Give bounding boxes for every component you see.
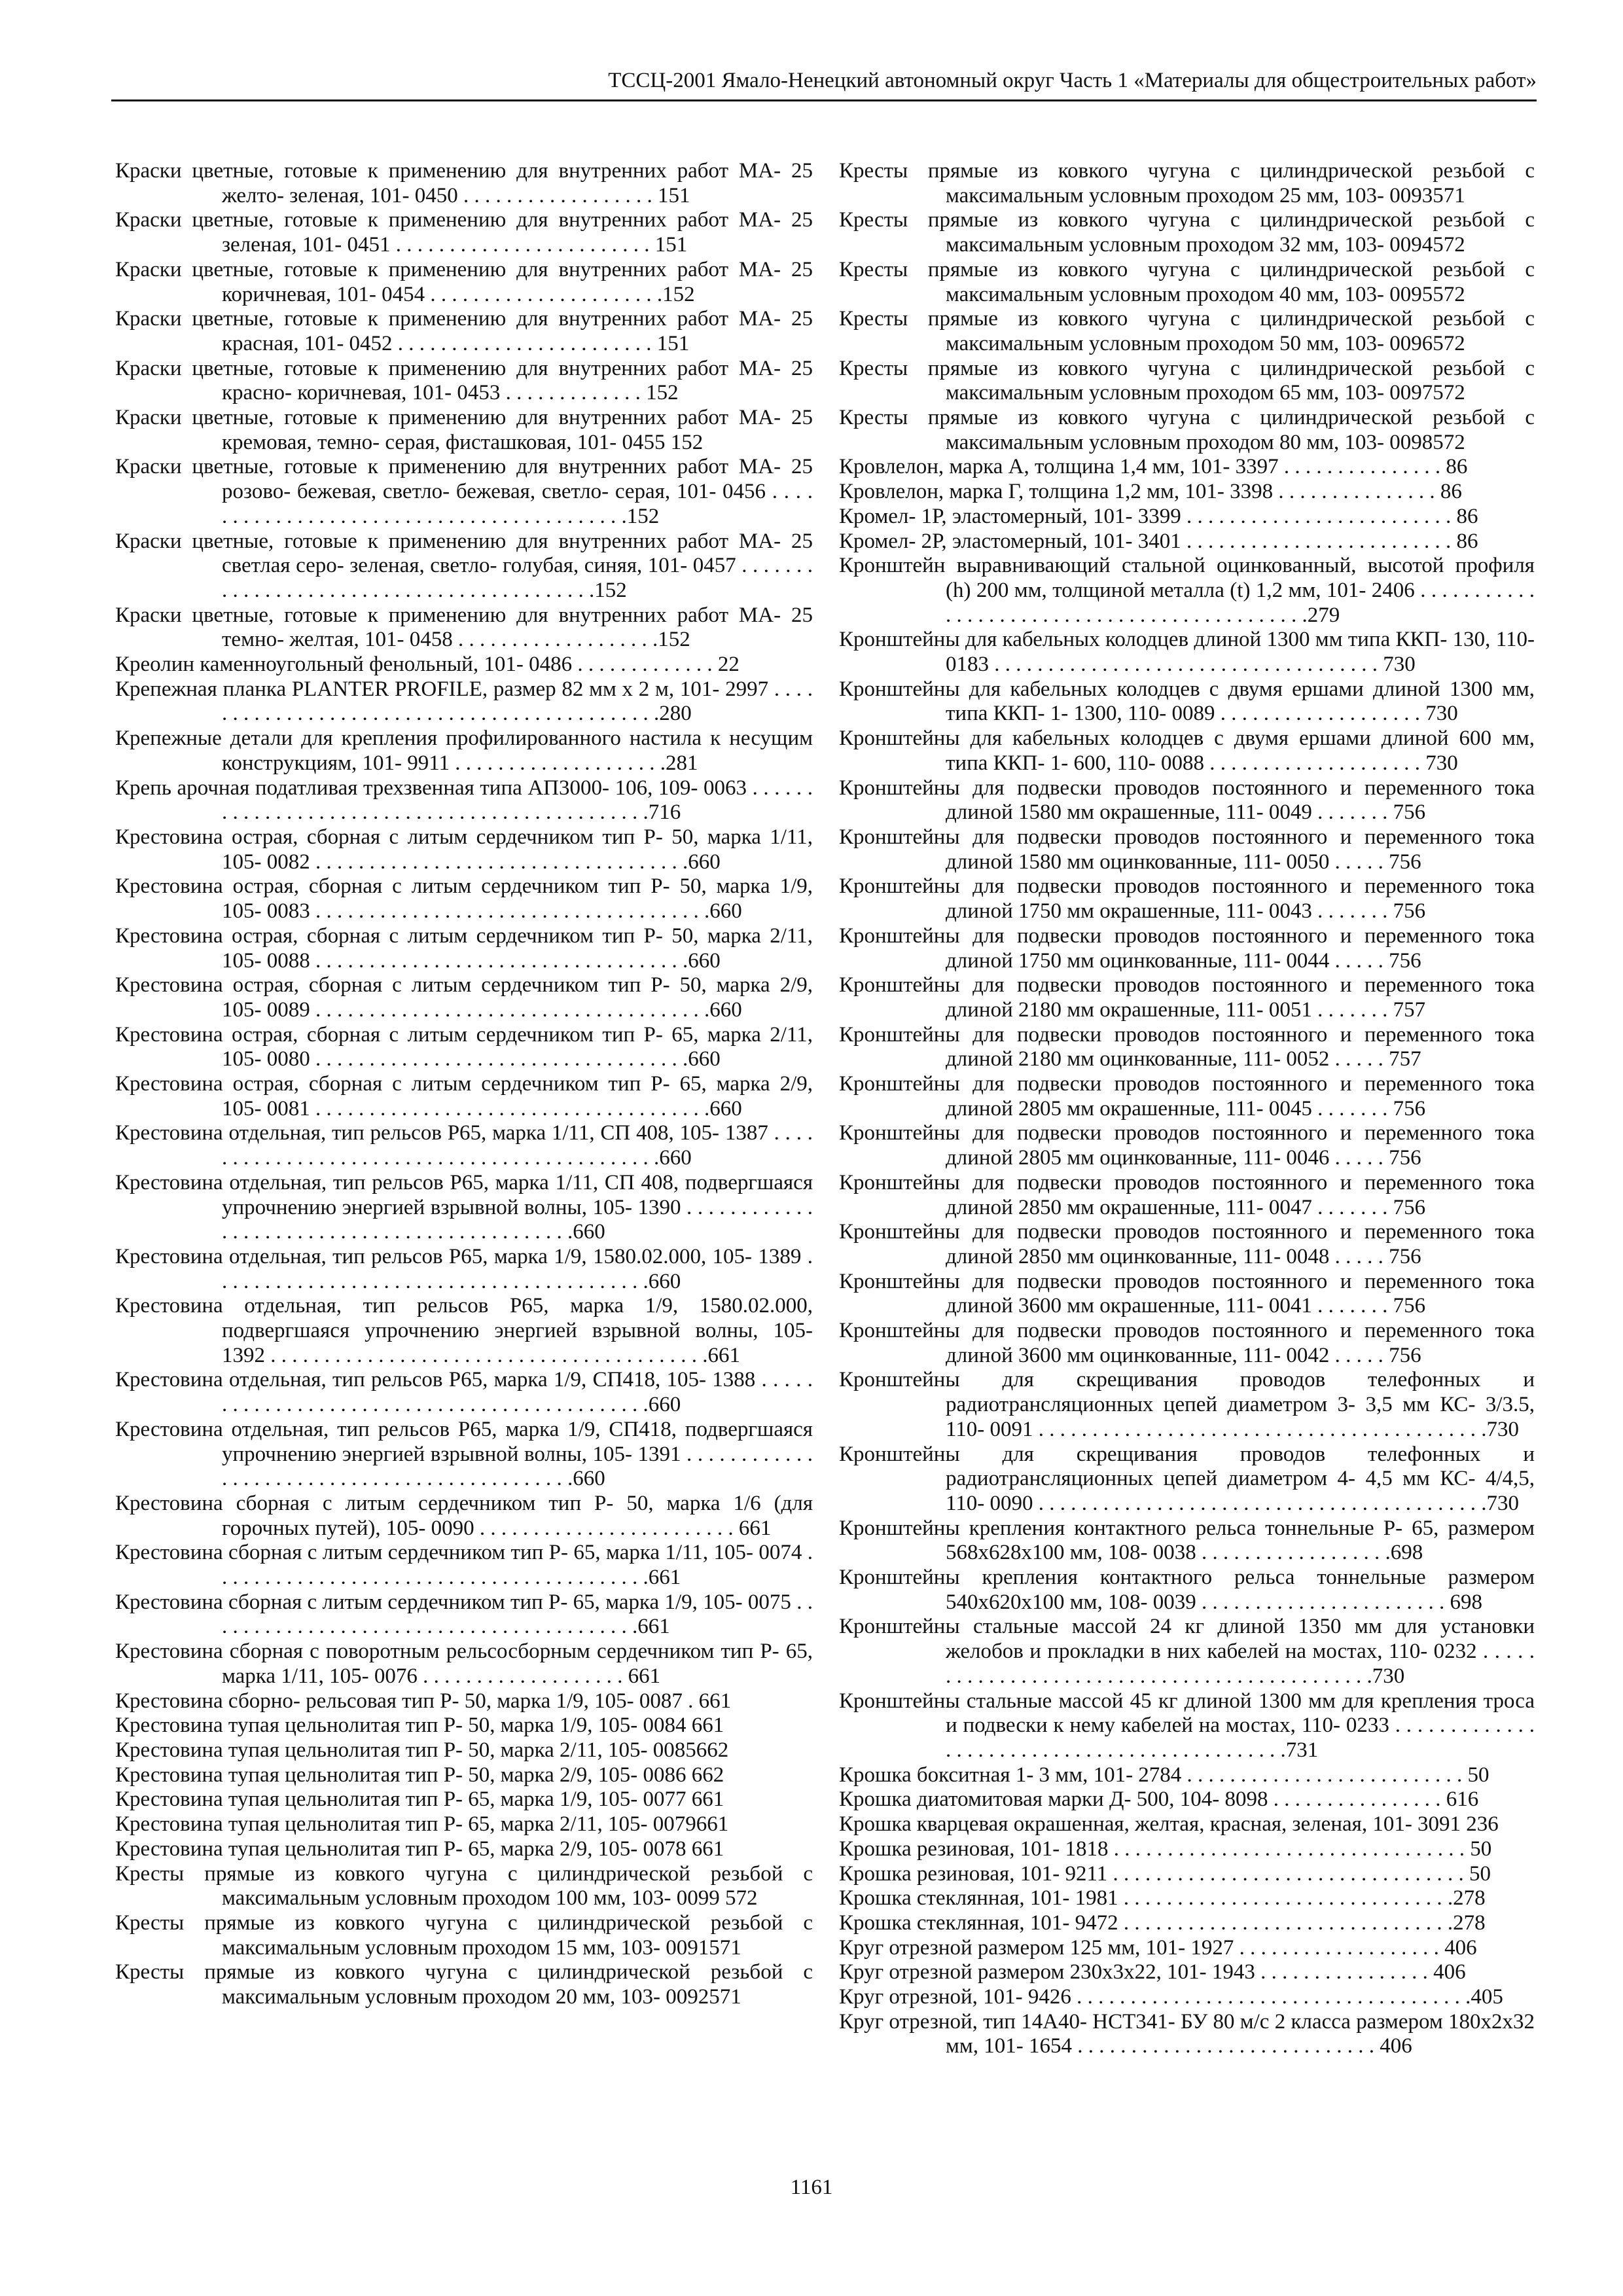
index-entry: Крестовина тупая цельнолитая тип Р- 50, марка 1/9, 105- 0084 661: [115, 1713, 724, 1738]
index-column-right: [839, 159, 1535, 2059]
index-entry: Кронштейны для подвески проводов постоянного и переменного тока длиной 2850 мм оцинкованные, 111- 0048 . . . . . 756: [839, 1220, 1535, 1268]
index-entry: Крестовина сборно- рельсовая тип Р- 50, марка 1/9, 105- 0087 . 661: [115, 1689, 732, 1713]
index-entry: Крестовина отдельная, тип рельсов Р65, марка 1/11, СП 408, подвергшаяся упрочнению энергией взрывной волны, 105- 1390 . . . . . . . . . . . . . . . . . . . . . . . . . . . . . . . . . . . . . . . . . . . . .660: [115, 1170, 813, 1244]
index-entry: Крестовина отдельная, тип рельсов Р65, марка 1/9, 1580.02.000, подвергшаяся упрочнению энергией взрывной волны, 105- 1392 . . . . . . . . . . . . . . . . . . . . . . . . . . . . . . . . . . . . . . . . .661: [115, 1294, 813, 1367]
index-entry: Крестовина острая, сборная с литым сердечником тип Р- 50, марка 2/9, 105- 0089 . . . . . . . . . . . . . . . . . . . . . . . . . . . . . . . . . . . . .660: [115, 973, 813, 1022]
index-entry: Кресты прямые из ковкого чугуна с цилиндрической резьбой с максимальным условным проходом 32 мм, 103- 0094572: [839, 208, 1535, 257]
index-entry: Краски цветные, готовые к применению для внутренних работ МА- 25 зеленая, 101- 0451 . . . . . . . . . . . . . . . . . . . . . . . . 151: [115, 208, 813, 257]
index-entry: Кронштейны для подвески проводов постоянного и переменного тока длиной 2180 мм окрашенные, 111- 0051 . . . . . . . 757: [839, 973, 1535, 1022]
index-entry: Краски цветные, готовые к применению для внутренних работ МА- 25 красно- коричневая, 101- 0453 . . . . . . . . . . . . . 152: [115, 356, 813, 405]
index-entry: Крепь арочная податливая трехзвенная типа АП3000- 106, 109- 0063 . . . . . . . . . . . . . . . . . . . . . . . . . . . . . . . . . . . . . . . . . . . . . .716: [115, 776, 813, 825]
index-entry: Кронштейны для подвески проводов постоянного и переменного тока длиной 2180 мм оцинкованные, 111- 0052 . . . . . 757: [839, 1022, 1535, 1071]
index-entry: Крошка стеклянная, 101- 9472 . . . . . . . . . . . . . . . . . . . . . . . . . . . . . . .278: [839, 1910, 1486, 1935]
index-entry: Кресты прямые из ковкого чугуна с цилиндрической резьбой с максимальным условным проходом 15 мм, 103- 0091571: [115, 1910, 813, 1960]
index-entry: Кресты прямые из ковкого чугуна с цилиндрической резьбой с максимальным условным проходом 65 мм, 103- 0097572: [839, 356, 1535, 405]
index-column-left: [115, 159, 813, 2010]
index-entry: Крестовина острая, сборная с литым сердечником тип Р- 50, марка 2/11, 105- 0088 . . . . . . . . . . . . . . . . . . . . . . . . . . . . . . . . . . .660: [115, 924, 813, 973]
index-entry: Крошка стеклянная, 101- 1981 . . . . . . . . . . . . . . . . . . . . . . . . . . . . . . .278: [839, 1886, 1486, 1910]
index-entry: Кронштейны для подвески проводов постоянного и переменного тока длиной 1580 мм окрашенные, 111- 0049 . . . . . . . 756: [839, 776, 1535, 825]
index-entry: Кронштейны крепления контактного рельса тоннельные размером 540х620х100 мм, 108- 0039 . . . . . . . . . . . . . . . . . . . . . . . 698: [839, 1566, 1535, 1614]
index-entry: Крестовина отдельная, тип рельсов Р65, марка 1/9, СП418, подвергшаяся упрочнению энергией взрывной волны, 105- 1391 . . . . . . . . . . . . . . . . . . . . . . . . . . . . . . . . . . . . . . . . . . . . .660: [115, 1417, 813, 1491]
index-entry: Кронштейны для скрещивания проводов телефонных и радиотрансляционных цепей диаметром 4- 4,5 мм КС- 4/4,5, 110- 0090 . . . . . . . . . . . . . . . . . . . . . . . . . . . . . . . . . . . . . . . . . .730: [839, 1442, 1535, 1515]
index-entry: Краски цветные, готовые к применению для внутренних работ МА- 25 красная, 101- 0452 . . . . . . . . . . . . . . . . . . . . . . . . 151: [115, 307, 813, 355]
index-entry: Кресты прямые из ковкого чугуна с цилиндрической резьбой с максимальным условным проходом 25 мм, 103- 0093571: [839, 159, 1535, 207]
page-header: ТССЦ-2001 Ямало-Ненецкий автономный округ Часть 1 «Материалы для общестроительных работ»: [111, 65, 1537, 101]
index-entry: Крестовина тупая цельнолитая тип Р- 65, марка 2/9, 105- 0078 661: [115, 1837, 724, 1861]
index-entry: Кронштейны для подвески проводов постоянного и переменного тока длиной 2805 мм оцинкованные, 111- 0046 . . . . . 756: [839, 1121, 1535, 1170]
index-entry: Кромел- 1Р, эластомерный, 101- 3399 . . . . . . . . . . . . . . . . . . . . . . . . . 86: [839, 504, 1478, 528]
index-entry: Крепежные детали для крепления профилированного настила к несущим конструкциям, 101- 9911 . . . . . . . . . . . . . . . . . . . .281: [115, 726, 813, 775]
index-entry: Кронштейн выравнивающий стальной оцинкованный, высотой профиля (h) 200 мм, толщиной металла (t) 1,2 мм, 101- 2406 . . . . . . . . . . . . . . . . . . . . . . . . . . . . . . . . . . . . . . . . . . . . .279: [839, 554, 1535, 627]
index-entry: Кронштейны стальные массой 45 кг длиной 1300 мм для крепления троса и подвески к нему кабелей на мостах, 110- 0233 . . . . . . . . . . . . . . . . . . . . . . . . . . . . . . . . . . . . . . . . . . . . .731: [839, 1689, 1535, 1762]
index-entry: Крестовина острая, сборная с литым сердечником тип Р- 65, марка 2/11, 105- 0080 . . . . . . . . . . . . . . . . . . . . . . . . . . . . . . . . . . .660: [115, 1022, 813, 1071]
index-entry: Крепежная планка PLANTER PROFILE, размер 82 мм х 2 м, 101- 2997 . . . . . . . . . . . . . . . . . . . . . . . . . . . . . . . . . . . . . . . . . . . . .280: [115, 677, 813, 726]
page-number: 1161: [790, 2176, 833, 2199]
index-entry: Крестовина отдельная, тип рельсов Р65, марка 1/11, СП 408, 105- 1387 . . . . . . . . . . . . . . . . . . . . . . . . . . . . . . . . . . . . . . . . . . . . .660: [115, 1121, 813, 1170]
index-entry: Кронштейны для кабельных колодцев с двумя ершами длиной 1300 мм, типа ККП- 1- 1300, 110- 0089 . . . . . . . . . . . . . . . . . . . 730: [839, 677, 1535, 726]
index-entry: Краски цветные, готовые к применению для внутренних работ МА- 25 розово- бежевая, светло- бежевая, светло- серая, 101- 0456 . . . . . . . . . . . . . . . . . . . . . . . . . . . . . . . . . . . . . . . . . .152: [115, 455, 813, 528]
index-entry: Кровлелон, марка А, толщина 1,4 мм, 101- 3397 . . . . . . . . . . . . . . . 86: [839, 455, 1468, 479]
index-entry: Крошка диатомитовая марки Д- 500, 104- 8098 . . . . . . . . . . . . . . . . 616: [839, 1787, 1479, 1812]
index-entry: Крестовина острая, сборная с литым сердечником тип Р- 50, марка 1/9, 105- 0083 . . . . . . . . . . . . . . . . . . . . . . . . . . . . . . . . . . . . .660: [115, 874, 813, 924]
index-entry: Крошка резиновая, 101- 1818 . . . . . . . . . . . . . . . . . . . . . . . . . . . . . . . . . 50: [839, 1837, 1492, 1861]
index-entry: Кронштейны для кабельных колодцев с двумя ершами длиной 600 мм, типа ККП- 1- 600, 110- 0088 . . . . . . . . . . . . . . . . . . . . 730: [839, 726, 1535, 775]
index-entry: Кресты прямые из ковкого чугуна с цилиндрической резьбой с максимальным условным проходом 80 мм, 103- 0098572: [839, 406, 1535, 454]
index-entry: Крошка резиновая, 101- 9211 . . . . . . . . . . . . . . . . . . . . . . . . . . . . . . . . . 50: [839, 1861, 1491, 1886]
index-entry: Крестовина сборная с литым сердечником тип Р- 65, марка 1/9, 105- 0075 . . . . . . . . . . . . . . . . . . . . . . . . . . . . . . . . . . . . . . . . .661: [115, 1590, 813, 1639]
index-entry: Крестовина тупая цельнолитая тип Р- 50, марка 2/9, 105- 0086 662: [115, 1763, 724, 1787]
index-entry: Кровлелон, марка Г, толщина 1,2 мм, 101- 3398 . . . . . . . . . . . . . . . 86: [839, 480, 1462, 504]
index-entry: Кронштейны для подвески проводов постоянного и переменного тока длиной 1750 мм оцинкованные, 111- 0044 . . . . . 756: [839, 924, 1535, 973]
index-entry: Круг отрезной размером 125 мм, 101- 1927 . . . . . . . . . . . . . . . . . . . 406: [839, 1935, 1477, 1960]
index-entry: Краски цветные, готовые к применению для внутренних работ МА- 25 желто- зеленая, 101- 0450 . . . . . . . . . . . . . . . . . . 151: [115, 159, 813, 207]
index-entry: Креолин каменноугольный фенольный, 101- 0486 . . . . . . . . . . . . . 22: [115, 653, 740, 677]
index-entry: Кронштейны для подвески проводов постоянного и переменного тока длиной 1750 мм окрашенные, 111- 0043 . . . . . . . 756: [839, 874, 1535, 924]
index-entry: Круг отрезной, 101- 9426 . . . . . . . . . . . . . . . . . . . . . . . . . . . . . . . . . . . . .405: [839, 1985, 1503, 2009]
index-entry: Крестовина сборная с литым сердечником тип Р- 65, марка 1/11, 105- 0074 . . . . . . . . . . . . . . . . . . . . . . . . . . . . . . . . . . . . . . . . .661: [115, 1541, 813, 1590]
index-entry: Крестовина сборная с литым сердечником тип Р- 50, марка 1/6 (для горочных путей), 105- 0090 . . . . . . . . . . . . . . . . . . . . . . . . 661: [115, 1491, 813, 1540]
index-entry: Крестовина отдельная, тип рельсов Р65, марка 1/9, СП418, 105- 1388 . . . . . . . . . . . . . . . . . . . . . . . . . . . . . . . . . . . . . . . . . . . . .660: [115, 1368, 813, 1417]
index-entry: Кронштейны для кабельных колодцев длиной 1300 мм типа ККП- 130, 110- 0183 . . . . . . . . . . . . . . . . . . . . . . . . . . . . . . . . . . . . 730: [839, 628, 1535, 677]
index-entry: Кресты прямые из ковкого чугуна с цилиндрической резьбой с максимальным условным проходом 20 мм, 103- 0092571: [115, 1960, 813, 2009]
index-entry: Краски цветные, готовые к применению для внутренних работ МА- 25 кремовая, темно- серая, фисташковая, 101- 0455 152: [115, 406, 813, 454]
index-entry: Краски цветные, готовые к применению для внутренних работ МА- 25 светлая серо- зеленая, светло- голубая, синяя, 101- 0457 . . . . . . . . . . . . . . . . . . . . . . . . . . . . . . . . . . . . . . . . . .152: [115, 529, 813, 602]
index-entry: Крошка кварцевая окрашенная, желтая, красная, зеленая, 101- 3091 236: [839, 1812, 1499, 1837]
index-entry: Краски цветные, готовые к применению для внутренних работ МА- 25 темно- желтая, 101- 0458 . . . . . . . . . . . . . . . . . . .152: [115, 603, 813, 652]
index-entry: Круг отрезной, тип 14А40- НСТ341- БУ 80 м/с 2 класса размером 180х2х32 мм, 101- 1654 . . . . . . . . . . . . . . . . . . . . . . . . . . . . 406: [839, 2009, 1535, 2058]
index-entry: Кронштейны для подвески проводов постоянного и переменного тока длиной 3600 мм оцинкованные, 111- 0042 . . . . . 756: [839, 1319, 1535, 1367]
index-entry: Краски цветные, готовые к применению для внутренних работ МА- 25 коричневая, 101- 0454 . . . . . . . . . . . . . . . . . . . . . .152: [115, 257, 813, 306]
index-entry: Крестовина сборная с поворотным рельсосборным сердечником тип Р- 65, марка 1/11, 105- 0076 . . . . . . . . . . . . . . . . . . . 661: [115, 1640, 813, 1688]
index-entry: Кронштейны для подвески проводов постоянного и переменного тока длиной 2850 мм окрашенные, 111- 0047 . . . . . . . 756: [839, 1170, 1535, 1219]
index-entry: Крестовина острая, сборная с литым сердечником тип Р- 50, марка 1/11, 105- 0082 . . . . . . . . . . . . . . . . . . . . . . . . . . . . . . . . . . .660: [115, 825, 813, 874]
index-entry: Кресты прямые из ковкого чугуна с цилиндрической резьбой с максимальным условным проходом 40 мм, 103- 0095572: [839, 257, 1535, 306]
index-entry: Крестовина тупая цельнолитая тип Р- 65, марка 1/9, 105- 0077 661: [115, 1787, 724, 1812]
index-entry: Кронштейны для подвески проводов постоянного и переменного тока длиной 3600 мм окрашенные, 111- 0041 . . . . . . . 756: [839, 1269, 1535, 1318]
index-entry: Кронштейны крепления контактного рельса тоннельные Р- 65, размером 568х628х100 мм, 108- 0038 . . . . . . . . . . . . . . . . . .698: [839, 1516, 1535, 1565]
index-entry: Кронштейны для подвески проводов постоянного и переменного тока длиной 2805 мм окрашенные, 111- 0045 . . . . . . . 756: [839, 1072, 1535, 1121]
index-entry: Кресты прямые из ковкого чугуна с цилиндрической резьбой с максимальным условным проходом 50 мм, 103- 0096572: [839, 307, 1535, 355]
index-entry: Кресты прямые из ковкого чугуна с цилиндрической резьбой с максимальным условным проходом 100 мм, 103- 0099 572: [115, 1861, 813, 1910]
index-entry: Крестовина тупая цельнолитая тип Р- 65, марка 2/11, 105- 0079661: [115, 1812, 729, 1837]
index-entry: Крестовина острая, сборная с литым сердечником тип Р- 65, марка 2/9, 105- 0081 . . . . . . . . . . . . . . . . . . . . . . . . . . . . . . . . . . . . .660: [115, 1072, 813, 1121]
index-entry: Круг отрезной размером 230х3х22, 101- 1943 . . . . . . . . . . . . . . . . 406: [839, 1960, 1466, 1984]
index-entry: Крестовина отдельная, тип рельсов Р65, марка 1/9, 1580.02.000, 105- 1389 . . . . . . . . . . . . . . . . . . . . . . . . . . . . . . . . . . . . . . . . .660: [115, 1244, 813, 1293]
index-entry: Крошка бокситная 1- 3 мм, 101- 2784 . . . . . . . . . . . . . . . . . . . . . . . . . . 50: [839, 1763, 1489, 1787]
index-entry: Кронштейны для скрещивания проводов телефонных и радиотрансляционных цепей диаметром 3- 3,5 мм КС- 3/3.5, 110- 0091 . . . . . . . . . . . . . . . . . . . . . . . . . . . . . . . . . . . . . . . . . .730: [839, 1368, 1535, 1441]
index-entry: Кронштейны стальные массой 24 кг длиной 1350 мм для установки желобов и прокладки в них кабелей на мостах, 110- 0232 . . . . . . . . . . . . . . . . . . . . . . . . . . . . . . . . . . . . . . . . . . . . .730: [839, 1615, 1535, 1688]
index-entry: Крестовина тупая цельнолитая тип Р- 50, марка 2/11, 105- 0085662: [115, 1738, 729, 1762]
index-entry: Кронштейны для подвески проводов постоянного и переменного тока длиной 1580 мм оцинкованные, 111- 0050 . . . . . 756: [839, 825, 1535, 874]
index-entry: Кромел- 2Р, эластомерный, 101- 3401 . . . . . . . . . . . . . . . . . . . . . . . . . 86: [839, 529, 1478, 553]
